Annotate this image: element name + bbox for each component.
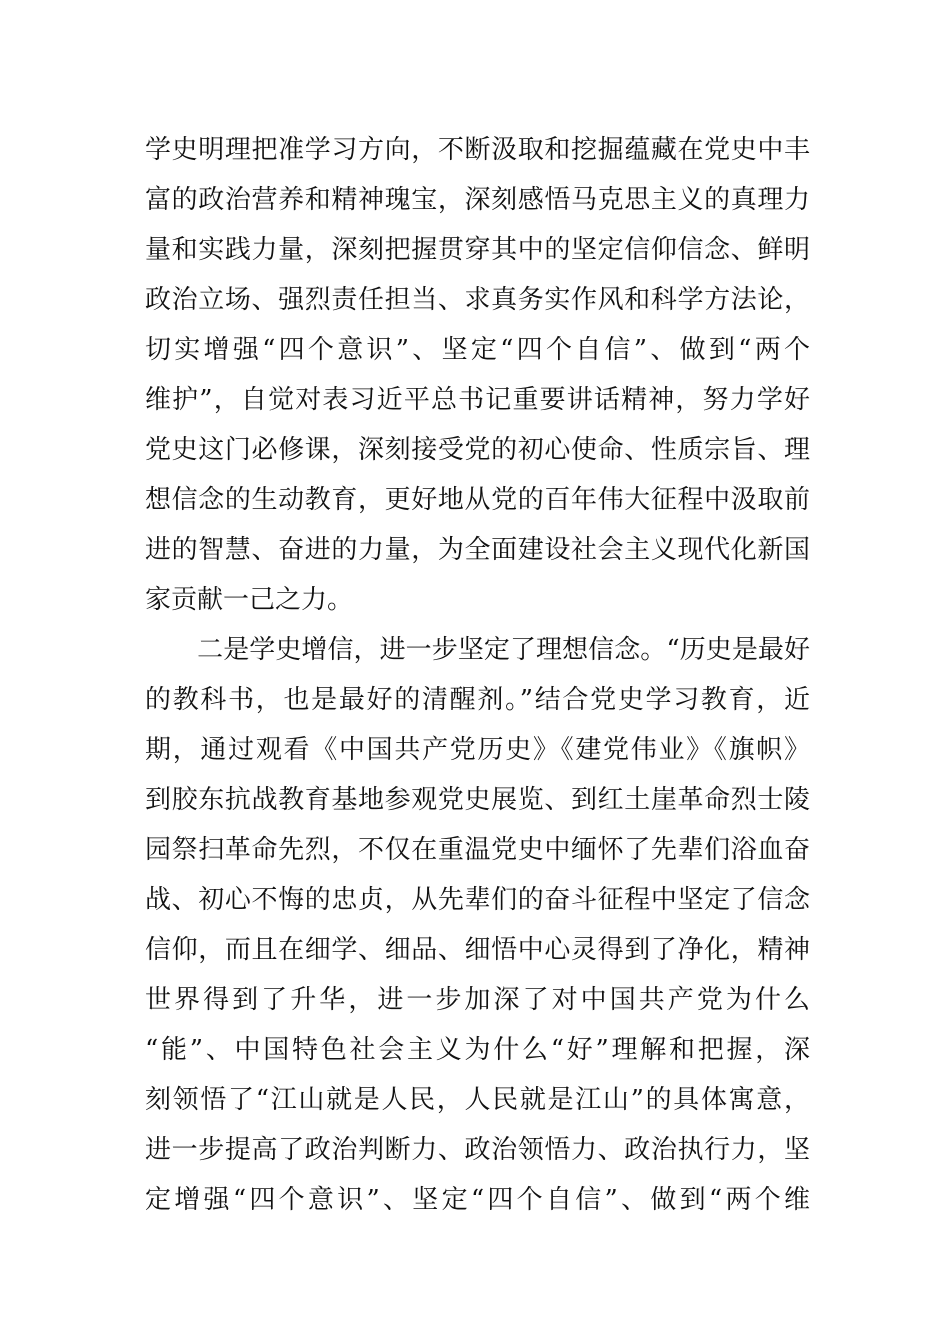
text-line: 二是学史增信，进一步坚定了理想信念。“历史是最好 — [145, 635, 810, 665]
text-line: 富的政治营养和精神瑰宝，深刻感悟马克思主义的真理力 — [145, 185, 810, 215]
text-line: 到胶东抗战教育基地参观党史展览、到红土崖革命烈士陵 — [145, 785, 810, 815]
text-line: 世界得到了升华，进一步加深了对中国共产党为什么 — [145, 985, 810, 1015]
text-line: 定增强“四个意识”、坚定“四个自信”、做到“两个维 — [145, 1185, 810, 1215]
text-line: “能”、中国特色社会主义为什么“好”理解和把握，深 — [145, 1035, 810, 1065]
text-line: 学史明理把准学习方向，不断汲取和挖掘蕴藏在党史中丰 — [145, 135, 810, 165]
text-line: 刻领悟了“江山就是人民，人民就是江山”的具体寓意， — [145, 1085, 810, 1115]
text-line: 期，通过观看《中国共产党历史》《建党伟业》《旗帜》 — [145, 735, 810, 765]
text-line: 党史这门必修课，深刻接受党的初心使命、性质宗旨、理 — [145, 435, 810, 465]
text-line: 信仰，而且在细学、细品、细悟中心灵得到了净化，精神 — [145, 935, 810, 965]
text-line: 的教科书，也是最好的清醒剂。”结合党史学习教育，近 — [145, 685, 810, 715]
text-line: 维护”，自觉对表习近平总书记重要讲话精神，努力学好 — [145, 385, 810, 415]
text-line: 战、初心不悔的忠贞，从先辈们的奋斗征程中坚定了信念 — [145, 885, 810, 915]
text-line: 家贡献一己之力。 — [145, 585, 354, 615]
text-line: 园祭扫革命先烈，不仅在重温党史中缅怀了先辈们浴血奋 — [145, 835, 810, 865]
text-line: 切实增强“四个意识”、坚定“四个自信”、做到“两个 — [145, 335, 810, 365]
text-line: 进一步提高了政治判断力、政治领悟力、政治执行力，坚 — [145, 1135, 810, 1165]
text-line: 想信念的生动教育，更好地从党的百年伟大征程中汲取前 — [145, 485, 810, 515]
text-line: 政治立场、强烈责任担当、求真务实作风和科学方法论， — [145, 285, 810, 315]
document-body — [145, 125, 810, 1225]
paragraph-point-two — [145, 625, 810, 1225]
paragraph-continuation — [145, 125, 810, 625]
text-line: 进的智慧、奋进的力量，为全面建设社会主义现代化新国 — [145, 535, 810, 565]
text-line: 量和实践力量，深刻把握贯穿其中的坚定信仰信念、鲜明 — [145, 235, 810, 265]
